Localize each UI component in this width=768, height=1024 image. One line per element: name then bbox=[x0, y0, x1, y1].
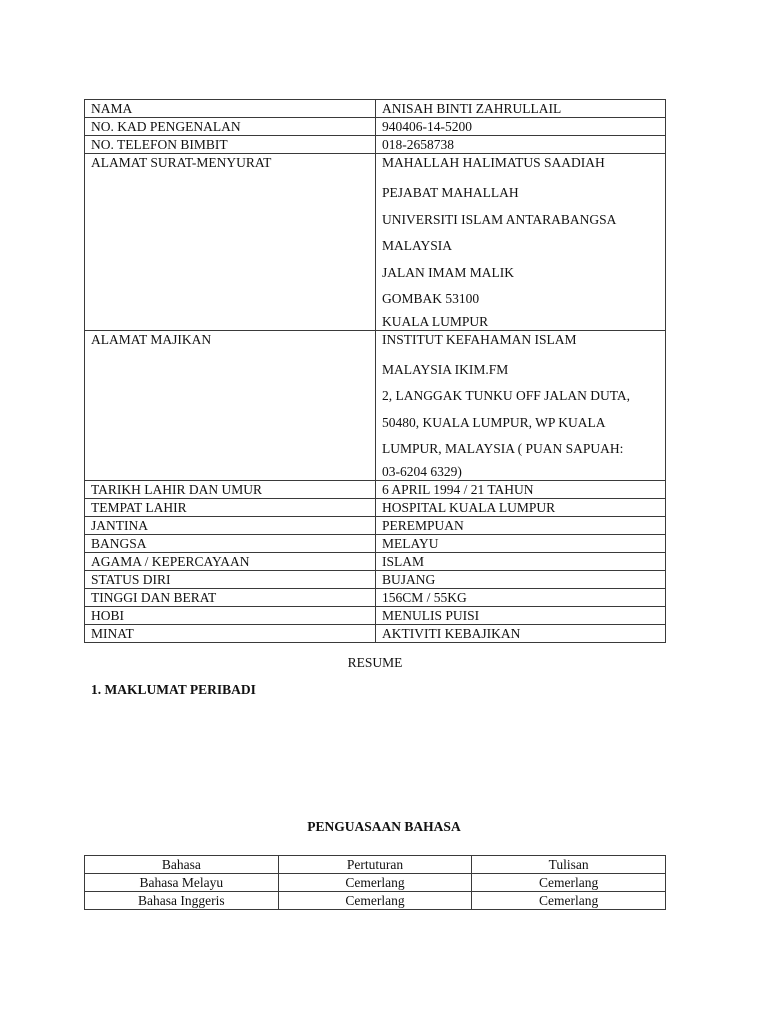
info-value: ANISAH BINTI ZAHRULLAIL bbox=[376, 100, 666, 118]
info-value: AKTIVITI KEBAJIKAN bbox=[376, 624, 666, 642]
info-label: NO. TELEFON BIMBIT bbox=[85, 136, 376, 154]
info-value: ISLAM bbox=[376, 552, 666, 570]
info-value-line: 2, LANGGAK TUNKU OFF JALAN DUTA, bbox=[382, 388, 631, 403]
info-label: NAMA bbox=[85, 100, 376, 118]
language-table-cell: Cemerlang bbox=[472, 874, 666, 892]
info-label: AGAMA / KEPERCAYAAN bbox=[85, 552, 376, 570]
info-row bbox=[85, 570, 666, 588]
language-table-header: Tulisan bbox=[472, 856, 666, 874]
info-value: PEREMPUAN bbox=[376, 516, 666, 534]
language-table-body bbox=[85, 856, 666, 910]
info-label: BANGSA bbox=[85, 534, 376, 552]
info-value: BUJANG bbox=[376, 570, 666, 588]
language-table-row bbox=[85, 892, 666, 910]
info-value-line: LUMPUR, MALAYSIA ( PUAN SAPUAH: bbox=[382, 441, 624, 456]
document-title: RESUME bbox=[347, 655, 403, 670]
info-row bbox=[85, 136, 666, 154]
personal-info-table bbox=[84, 99, 666, 643]
info-value-line: JALAN IMAM MALIK bbox=[382, 264, 514, 280]
info-value-line: GOMBAK 53100 bbox=[382, 291, 480, 306]
section-heading-personal-info: 1. MAKLUMAT PERIBADI bbox=[91, 682, 256, 697]
info-value: 156CM / 55KG bbox=[376, 588, 666, 606]
info-value: 940406-14-5200 bbox=[376, 118, 666, 136]
info-value: 018-2658738 bbox=[376, 136, 666, 154]
language-table-header: Bahasa bbox=[85, 856, 279, 874]
info-value-line: INSTITUT KEFAHAMAN ISLAM bbox=[382, 331, 577, 347]
info-label: MINAT bbox=[85, 624, 376, 642]
language-table-header-row bbox=[85, 856, 666, 874]
info-row bbox=[85, 118, 666, 136]
info-label: STATUS DIRI bbox=[85, 570, 376, 588]
info-row bbox=[85, 606, 666, 624]
language-table-cell: Cemerlang bbox=[278, 874, 472, 892]
info-value-line: 50480, KUALA LUMPUR, WP KUALA bbox=[382, 414, 606, 430]
info-label: TARIKH LAHIR DAN UMUR bbox=[85, 480, 376, 498]
info-value: HOSPITAL KUALA LUMPUR bbox=[376, 498, 666, 516]
info-value-line: PEJABAT MAHALLAH bbox=[382, 185, 519, 200]
info-value-line: MALAYSIA bbox=[382, 238, 453, 253]
language-table-cell: Cemerlang bbox=[278, 892, 472, 910]
info-value-line: KUALA LUMPUR bbox=[382, 313, 489, 329]
info-value-line: UNIVERSITI ISLAM ANTARABANGSA bbox=[382, 211, 617, 227]
language-table-cell: Bahasa Melayu bbox=[85, 874, 279, 892]
info-label: HOBI bbox=[85, 606, 376, 624]
info-row bbox=[85, 624, 666, 642]
info-value: MENULIS PUISI bbox=[376, 606, 666, 624]
info-row bbox=[85, 154, 666, 331]
info-value bbox=[376, 154, 666, 331]
language-table-cell: Cemerlang bbox=[472, 892, 666, 910]
info-label: TEMPAT LAHIR bbox=[85, 498, 376, 516]
info-row bbox=[85, 534, 666, 552]
language-table bbox=[84, 855, 666, 910]
info-value bbox=[376, 330, 666, 480]
language-table-header: Pertuturan bbox=[278, 856, 472, 874]
info-label: ALAMAT MAJIKAN bbox=[85, 330, 376, 480]
info-value-line: MAHALLAH HALIMATUS SAADIAH bbox=[382, 155, 605, 170]
info-label: TINGGI DAN BERAT bbox=[85, 588, 376, 606]
language-table-cell: Bahasa Inggeris bbox=[85, 892, 279, 910]
personal-info-body bbox=[85, 100, 666, 643]
language-proficiency-heading: PENGUASAAN BAHASA bbox=[307, 819, 461, 834]
info-row bbox=[85, 552, 666, 570]
language-table-row bbox=[85, 874, 666, 892]
info-row bbox=[85, 588, 666, 606]
info-label: JANTINA bbox=[85, 516, 376, 534]
info-row bbox=[85, 480, 666, 498]
info-value: MELAYU bbox=[376, 534, 666, 552]
info-label: ALAMAT SURAT-MENYURAT bbox=[85, 154, 376, 331]
info-value-line: 03-6204 6329) bbox=[382, 463, 462, 479]
info-label: NO. KAD PENGENALAN bbox=[85, 118, 376, 136]
info-row bbox=[85, 100, 666, 118]
info-row bbox=[85, 498, 666, 516]
info-value: 6 APRIL 1994 / 21 TAHUN bbox=[376, 480, 666, 498]
info-row bbox=[85, 516, 666, 534]
info-row bbox=[85, 330, 666, 480]
info-value-line: MALAYSIA IKIM.FM bbox=[382, 361, 509, 377]
